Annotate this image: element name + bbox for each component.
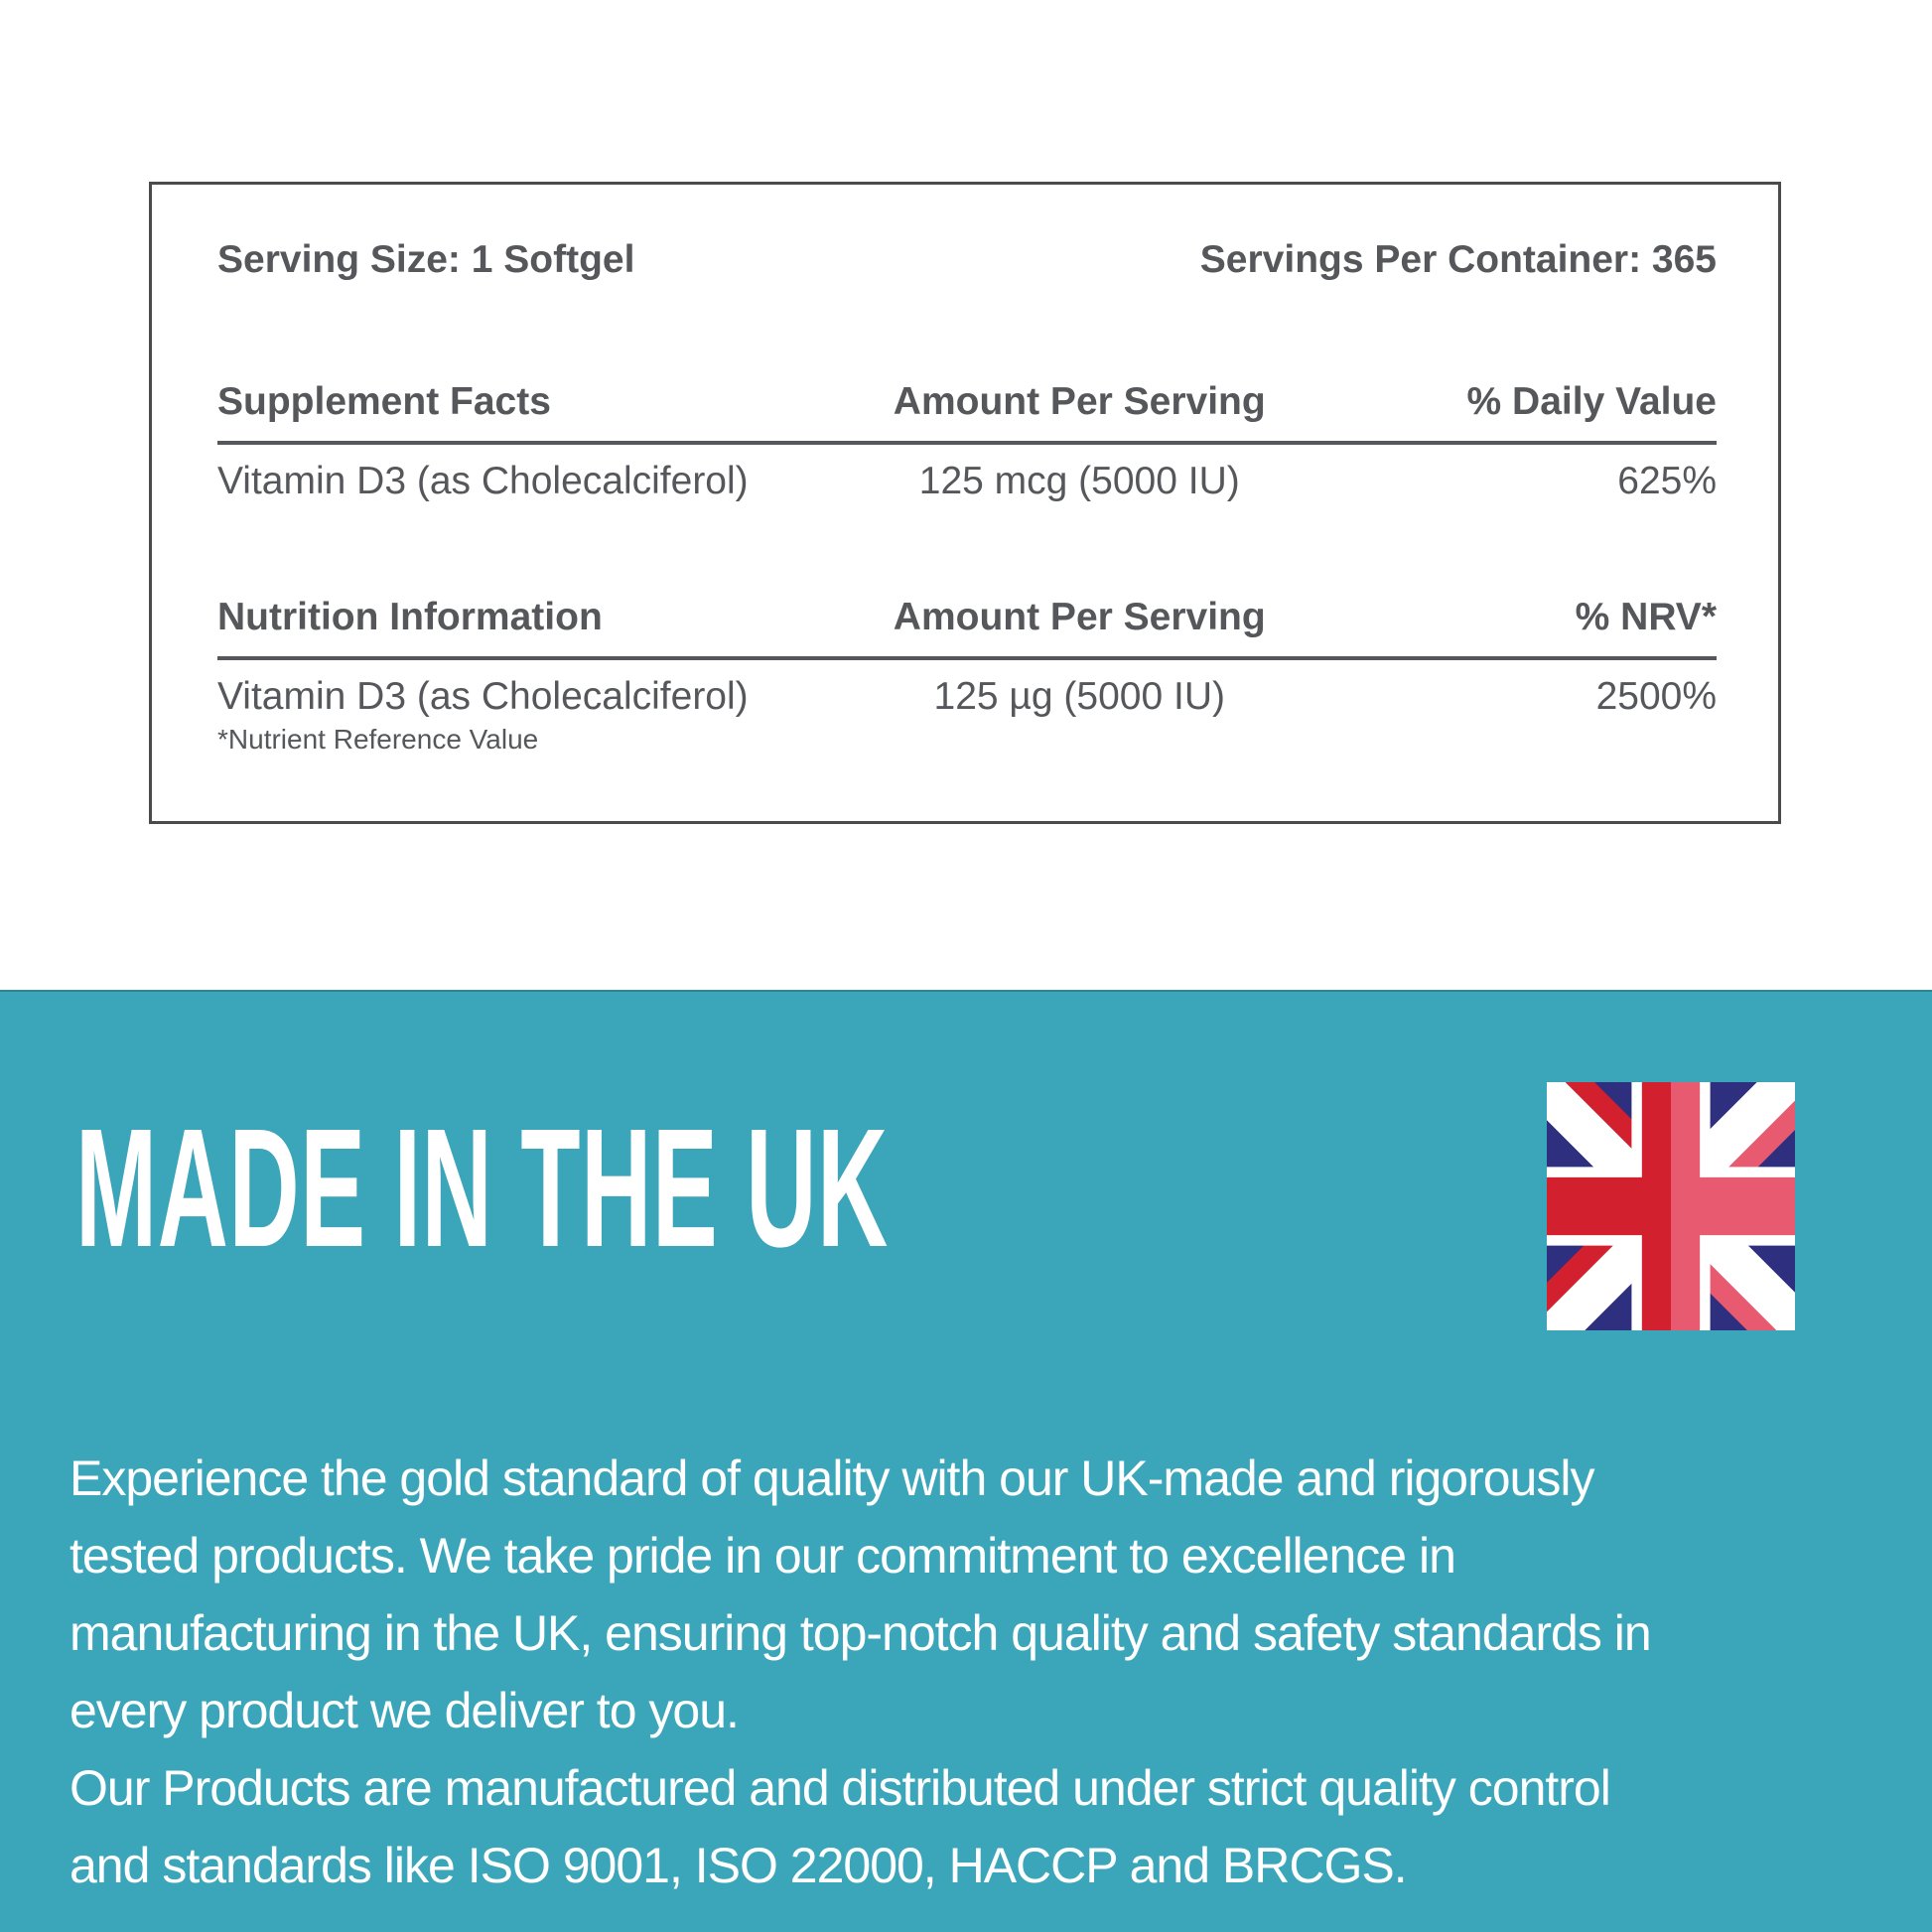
nutrient-amount: 125 µg (5000 IU) [933,675,1225,718]
supplement-facts-table [217,378,1717,505]
serving-info-row [217,236,1717,284]
uk-flag-icon [1547,1082,1795,1330]
serving-size-label: Serving Size: 1 Softgel [217,238,635,281]
paragraph-line: and standards like ISO 9001, ISO 22000, HACCP and BRCGS. [69,1838,1407,1893]
flag-area [990,992,1932,1389]
table-row-vitamin-d3 [217,673,1717,721]
column-header-nrv: % NRV* [1575,596,1717,638]
standards-paragraph [69,1749,1872,1904]
nutrient-nrv-value: 2500% [1595,675,1717,718]
nutrient-daily-value: 625% [1617,460,1717,502]
quality-paragraph [69,1440,1872,1749]
paragraph-line: tested products. We take pride in our commitment to excellence in [69,1528,1455,1584]
paragraph-line: manufacturing in the UK, ensuring top-notch quality and safety standards in [69,1605,1651,1661]
supplement-facts-panel [149,182,1781,824]
paragraph-line: Our Products are manufactured and distributed under strict quality control [69,1760,1610,1816]
table-row-vitamin-d3 [217,458,1717,505]
column-header-nutrition-information: Nutrition Information [217,596,603,638]
servings-per-container-label: Servings Per Container: 365 [1199,238,1717,281]
nutrition-information-header-row [217,594,1717,660]
column-header-daily-value: % Daily Value [1466,380,1717,423]
nutrient-name: Vitamin D3 (as Cholecalciferol) [217,675,749,718]
paragraph-line: every product we deliver to you. [69,1683,739,1738]
nutrition-information-table [217,594,1717,757]
banner-title: MADE IN THE UK [75,1094,889,1283]
made-in-uk-banner [0,990,1932,1932]
column-header-amount-per-serving: Amount Per Serving [893,596,1266,638]
column-header-supplement-facts: Supplement Facts [217,380,551,423]
nrv-footnote: *Nutrient Reference Value [217,724,539,755]
supplement-facts-header-row [217,378,1717,445]
paragraph-line: Experience the gold standard of quality with our UK-made and rigorously [69,1450,1594,1506]
nutrient-name: Vitamin D3 (as Cholecalciferol) [217,460,749,502]
column-header-amount-per-serving: Amount Per Serving [893,380,1266,423]
nutrient-amount: 125 mcg (5000 IU) [918,460,1240,502]
